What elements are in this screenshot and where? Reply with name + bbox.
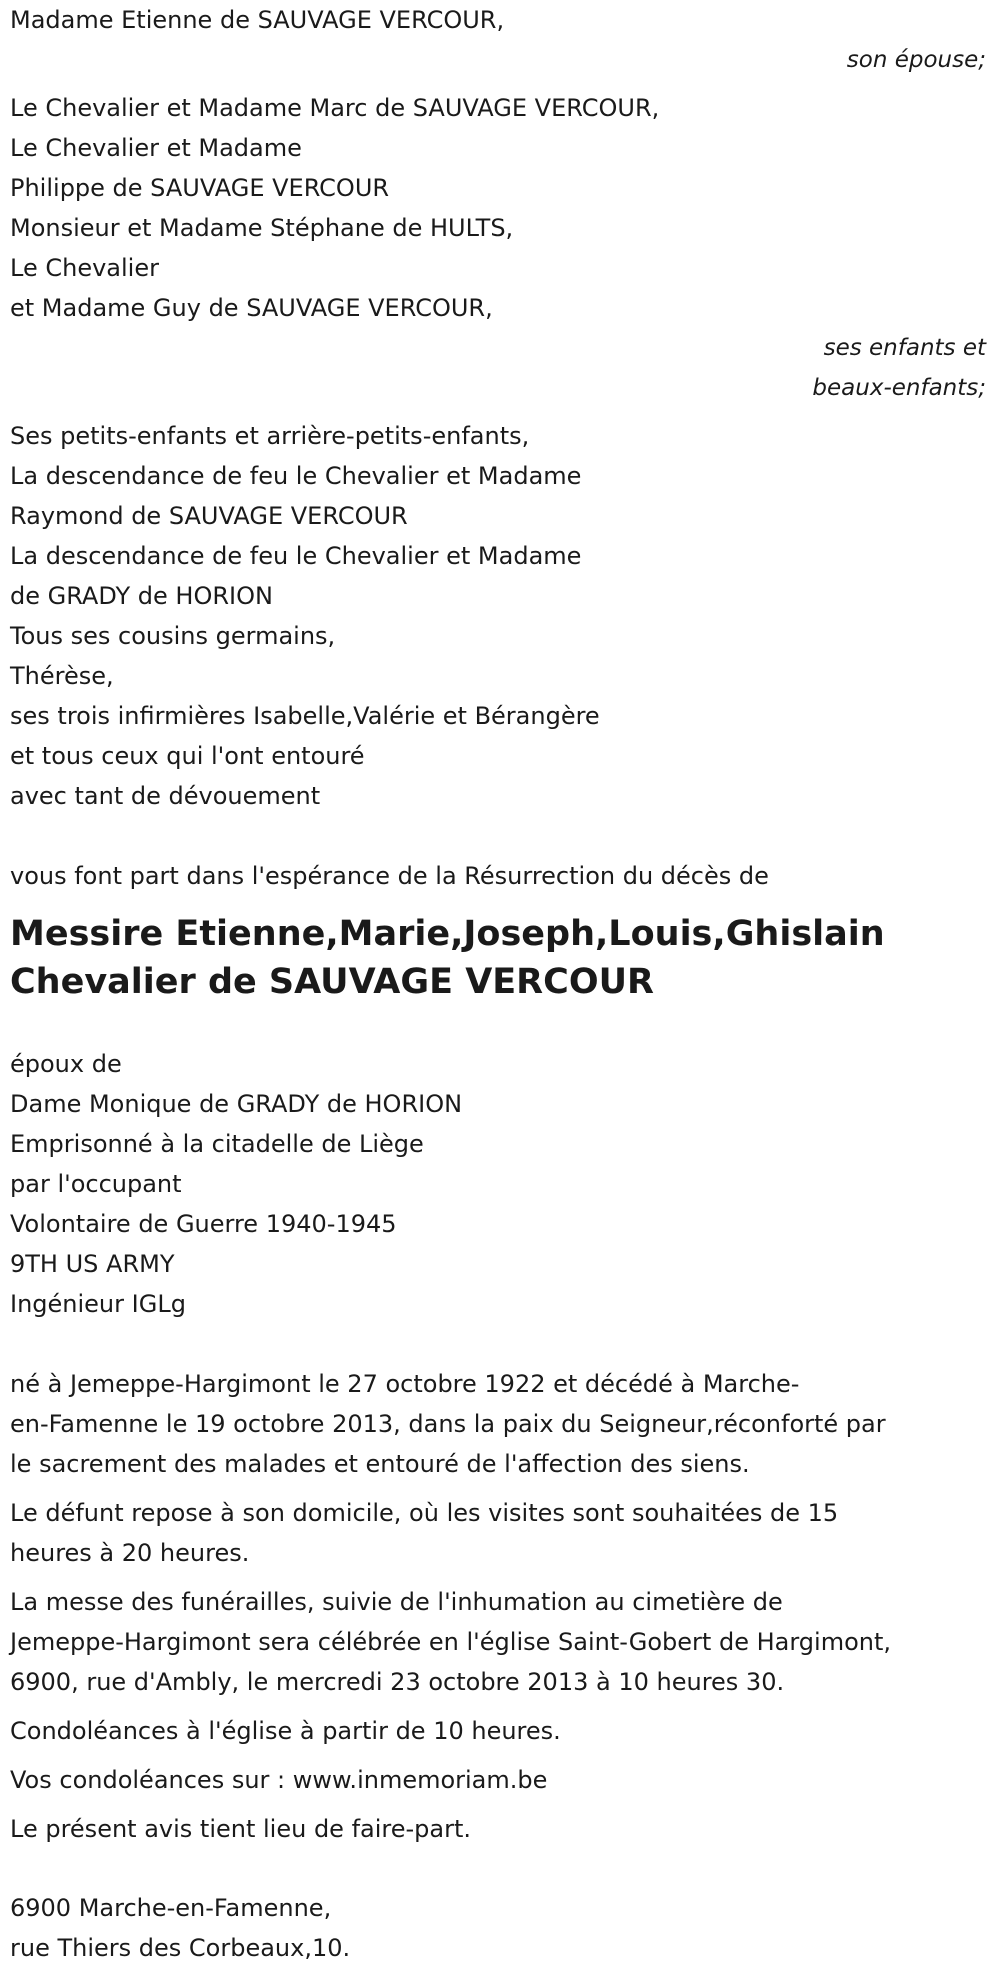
announcement: vous font part dans l'espérance de la Résurrection du décès de xyxy=(10,862,769,890)
child-name: Le Chevalier xyxy=(10,254,159,282)
spouse-relation: son épouse; xyxy=(846,47,986,73)
family-line: La descendance de feu le Chevalier et Madame xyxy=(10,542,582,570)
para-line: Vos condoléances sur : www.inmemoriam.be xyxy=(10,1766,548,1794)
faire-part-paragraph xyxy=(10,1809,986,1849)
detail-line: Ingénieur IGLg xyxy=(10,1290,186,1318)
para-line: Condoléances à l'église à partir de 10 heures. xyxy=(10,1717,561,1745)
child-name: Philippe de SAUVAGE VERCOUR xyxy=(10,174,390,202)
family-line: Tous ses cousins germains, xyxy=(10,622,336,650)
para-line: Le défunt repose à son domicile, où les visites sont souhaitées de 15 xyxy=(10,1499,839,1527)
address-block xyxy=(10,1888,986,1968)
spouse-name: Madame Etienne de SAUVAGE VERCOUR, xyxy=(10,6,505,34)
deceased-name-line-2: Chevalier de SAUVAGE VERCOUR xyxy=(10,962,654,1002)
family-line: Thérèse, xyxy=(10,662,114,690)
family-line: et tous ceux qui l'ont entouré xyxy=(10,742,365,770)
children-block xyxy=(10,88,986,408)
children-relation: beaux-enfants; xyxy=(812,375,986,401)
para-line: né à Jemeppe-Hargimont le 27 octobre 1922 et décédé à Marche- xyxy=(10,1370,800,1398)
child-name: et Madame Guy de SAUVAGE VERCOUR, xyxy=(10,294,493,322)
deceased-name xyxy=(10,910,986,1006)
detail-line: par l'occupant xyxy=(10,1170,182,1198)
children-relation: ses enfants et xyxy=(823,335,986,361)
funeral-paragraph xyxy=(10,1582,986,1702)
para-line: La messe des funérailles, suivie de l'inhumation au cimetière de xyxy=(10,1588,783,1616)
deceased-name-line-1: Messire Etienne,Marie,Joseph,Louis,Ghislain xyxy=(10,914,885,954)
para-line: le sacrement des malades et entouré de l'affection des siens. xyxy=(10,1450,750,1478)
para-line: en-Famenne le 19 octobre 2013, dans la paix du Seigneur,réconforté par xyxy=(10,1410,886,1438)
detail-line: Volontaire de Guerre 1940-1945 xyxy=(10,1210,397,1238)
family-line: La descendance de feu le Chevalier et Madame xyxy=(10,462,582,490)
detail-line: Emprisonné à la citadelle de Liège xyxy=(10,1130,424,1158)
detail-line: époux de xyxy=(10,1050,122,1078)
child-name: Le Chevalier et Madame xyxy=(10,134,302,162)
spouse-block xyxy=(10,0,986,80)
para-line: heures à 20 heures. xyxy=(10,1539,250,1567)
detail-line: Dame Monique de GRADY de HORION xyxy=(10,1090,463,1118)
para-line: 6900, rue d'Ambly, le mercredi 23 octobre 2013 à 10 heures 30. xyxy=(10,1668,785,1696)
family-line: Ses petits-enfants et arrière-petits-enfants, xyxy=(10,422,530,450)
obituary-notice xyxy=(10,0,986,1968)
details-block xyxy=(10,1044,986,1324)
address-line: rue Thiers des Corbeaux,10. xyxy=(10,1934,351,1962)
child-name: Le Chevalier et Madame Marc de SAUVAGE VERCOUR, xyxy=(10,94,660,122)
para-line: Jemeppe-Hargimont sera célébrée en l'église Saint-Gobert de Hargimont, xyxy=(10,1628,892,1656)
condolences-church-paragraph xyxy=(10,1711,986,1751)
condolences-online-paragraph xyxy=(10,1760,986,1800)
child-name: Monsieur et Madame Stéphane de HULTS, xyxy=(10,214,514,242)
para-line: Le présent avis tient lieu de faire-part. xyxy=(10,1815,472,1843)
family-block xyxy=(10,416,986,816)
family-line: avec tant de dévouement xyxy=(10,782,321,810)
paragraphs xyxy=(10,1364,986,1849)
detail-line: 9TH US ARMY xyxy=(10,1250,175,1278)
address-line: 6900 Marche-en-Famenne, xyxy=(10,1894,332,1922)
visitation-paragraph xyxy=(10,1493,986,1573)
family-line: Raymond de SAUVAGE VERCOUR xyxy=(10,502,408,530)
birth-death-paragraph xyxy=(10,1364,986,1484)
family-line: ses trois infirmières Isabelle,Valérie et Bérangère xyxy=(10,702,600,730)
family-line: de GRADY de HORION xyxy=(10,582,273,610)
